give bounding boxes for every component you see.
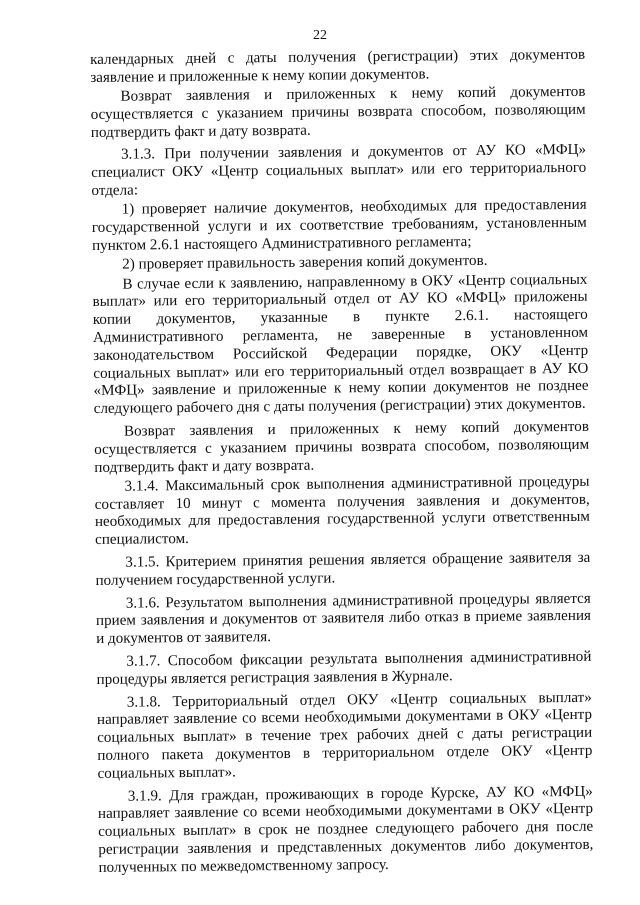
paragraph-3-1-7: 3.1.7. Способом фиксации результата выполнения административной процедуры является регистрация заявления в Журнале. (96, 648, 592, 688)
page-number: 22 (313, 28, 327, 43)
paragraph-return-notice: Возврат заявления и приложенных к нему копий документов осуществляется с указанием причины возврата способом, позволяющим подтвердить факт и дату возврата. (90, 83, 586, 141)
paragraph-check-1: 1) проверяет наличие документов, необходимых для предоставления государственной услуги и их соответствие требованиям, установленным пунктом 2.6.1 настоящего Административного регламента; (91, 197, 587, 254)
paragraph-3-1-5: 3.1.5. Критерием принятия решения является обращение заявителя за получением государственной услуги. (95, 549, 591, 589)
paragraph-return-case: В случае если к заявлению, направленному в ОКУ «Центр социальных выплат» или его территориальный отдел от АУ КО «МФЦ» приложены копии документов, указанные в пункте 2.6.1. настоящего Административного регламента, не заверенные в установленном законодательством Российской Федерации порядке, ОКУ «Центр социальных выплат» или его территориальный отдел возвращает в АУ КО «МФЦ» заявление и приложенные к нему копии документов не позднее следующего рабочего дня с даты получения (регистрации) этих документов. (92, 271, 589, 418)
paragraph-3-1-3: 3.1.3. При получении заявления и документов от АУ КО «МФЦ» специалист ОКУ «Центр социальных выплат» или его территориального отдела: (91, 142, 587, 200)
document-body (90, 47, 594, 879)
paragraph-continuation: календарных дней с даты получения (регистрации) этих документов заявление и приложенные к нему копии документов. (90, 46, 586, 86)
paragraph-return-notice-2: Возврат заявления и приложенных к нему копий документов осуществляется с указанием причины возврата способом, позволяющим подтвердить факт и дату возврата. (94, 418, 590, 476)
paragraph-check-2: 2) проверяет правильность заверения копий документов. (122, 253, 488, 273)
paragraph-3-1-9: 3.1.9. Для граждан, проживающих в городе Курске, АУ КО «МФЦ» направляет заявление со всеми необходимыми документами в ОКУ «Центр социальных выплат» в срок не позднее следующего рабочего дня после регистрации заявления и представленных документов либо документов, полученных по межведомственному запросу. (97, 783, 594, 876)
paragraph-3-1-8: 3.1.8. Территориальный отдел ОКУ «Центр социальных выплат» направляет заявление со всеми необходимыми документами в ОКУ «Центр социальных выплат» в течение трех рабочих дней с даты регистрации полного пакета документов в территориальном отделе ОКУ «Центр социальных выплат». (96, 689, 593, 782)
paragraph-3-1-4: 3.1.4. Максимальный срок выполнения административной процедуры составляет 10 минут с момента получения заявления и документов, необходимых для предоставления государственной услуги ответственным специалистом. (94, 473, 590, 549)
paragraph-3-1-6: 3.1.6. Результатом выполнения административной процедуры является прием заявления и документов от заявителя либо отказ в приеме заявления и документов от заявителя. (95, 590, 592, 648)
